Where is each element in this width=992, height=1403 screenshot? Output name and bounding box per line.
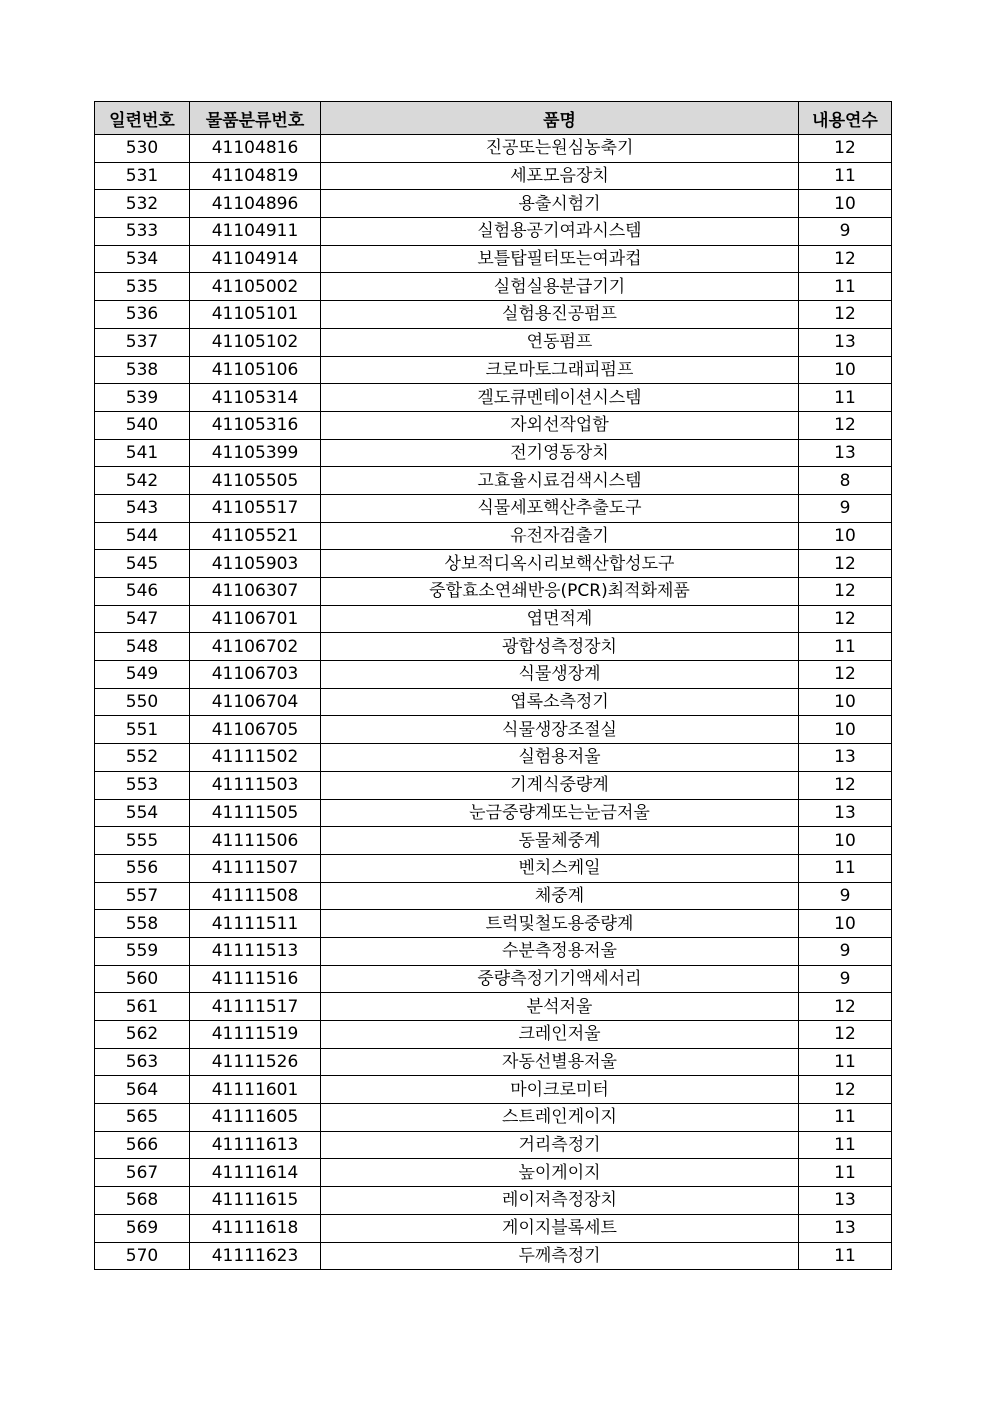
serial-number-cell: 532 [95, 190, 190, 218]
serial-number-cell: 536 [95, 301, 190, 329]
table-row [95, 218, 892, 246]
classification-number-cell: 41104896 [190, 190, 321, 218]
classification-number-cell: 41104819 [190, 162, 321, 190]
table-row [95, 1187, 892, 1215]
table-row [95, 1242, 892, 1270]
item-name-cell: 중합효소연쇄반응(PCR)최적화제품 [321, 578, 799, 606]
serial-number-cell: 556 [95, 854, 190, 882]
serial-number-cell: 555 [95, 827, 190, 855]
table-row [95, 162, 892, 190]
item-name-cell: 광합성측정장치 [321, 633, 799, 661]
useful-life-cell: 9 [799, 882, 892, 910]
table-row [95, 688, 892, 716]
header-useful-life: 내용연수 [799, 102, 892, 135]
table-row [95, 1104, 892, 1132]
classification-number-cell: 41105517 [190, 494, 321, 522]
classification-number-cell: 41111618 [190, 1214, 321, 1242]
table-row [95, 1131, 892, 1159]
useful-life-cell: 10 [799, 910, 892, 938]
item-name-cell: 스트레인게이지 [321, 1104, 799, 1132]
table-body [95, 135, 892, 1270]
classification-number-cell: 41106701 [190, 605, 321, 633]
useful-life-cell: 13 [799, 799, 892, 827]
serial-number-cell: 562 [95, 1021, 190, 1049]
classification-number-cell: 41111613 [190, 1131, 321, 1159]
table-row [95, 937, 892, 965]
item-name-cell: 상보적디옥시리보핵산합성도구 [321, 550, 799, 578]
serial-number-cell: 546 [95, 578, 190, 606]
header-row [95, 102, 892, 135]
table-row [95, 356, 892, 384]
serial-number-cell: 534 [95, 245, 190, 273]
useful-life-cell: 12 [799, 771, 892, 799]
table-row [95, 910, 892, 938]
table-row [95, 854, 892, 882]
classification-number-cell: 41105106 [190, 356, 321, 384]
useful-life-cell: 10 [799, 190, 892, 218]
serial-number-cell: 539 [95, 384, 190, 412]
item-name-cell: 연동펌프 [321, 328, 799, 356]
serial-number-cell: 561 [95, 993, 190, 1021]
item-name-cell: 눈금중량계또는눈금저울 [321, 799, 799, 827]
serial-number-cell: 545 [95, 550, 190, 578]
table-row [95, 522, 892, 550]
item-name-cell: 자외선작업함 [321, 411, 799, 439]
classification-number-cell: 41111623 [190, 1242, 321, 1270]
useful-life-cell: 12 [799, 1076, 892, 1104]
table-row [95, 633, 892, 661]
useful-life-cell: 10 [799, 688, 892, 716]
classification-number-cell: 41105102 [190, 328, 321, 356]
item-name-cell: 고효율시료검색시스템 [321, 467, 799, 495]
table-row [95, 190, 892, 218]
item-name-cell: 기계식중량계 [321, 771, 799, 799]
serial-number-cell: 568 [95, 1187, 190, 1215]
serial-number-cell: 559 [95, 937, 190, 965]
table-row [95, 1159, 892, 1187]
classification-number-cell: 41106702 [190, 633, 321, 661]
classification-number-cell: 41111503 [190, 771, 321, 799]
classification-number-cell: 41111506 [190, 827, 321, 855]
table-row [95, 301, 892, 329]
useful-life-cell: 11 [799, 1159, 892, 1187]
item-name-cell: 겔도큐멘테이션시스템 [321, 384, 799, 412]
table-row [95, 245, 892, 273]
item-name-cell: 실험실용분급기기 [321, 273, 799, 301]
useful-life-cell: 12 [799, 578, 892, 606]
table-row [95, 467, 892, 495]
header-serial-number: 일련번호 [95, 102, 190, 135]
table-row [95, 993, 892, 1021]
serial-number-cell: 560 [95, 965, 190, 993]
serial-number-cell: 537 [95, 328, 190, 356]
serial-number-cell: 558 [95, 910, 190, 938]
table-row [95, 1048, 892, 1076]
table-row [95, 882, 892, 910]
serial-number-cell: 531 [95, 162, 190, 190]
useful-life-cell: 9 [799, 494, 892, 522]
classification-number-cell: 41111605 [190, 1104, 321, 1132]
classification-number-cell: 41106703 [190, 661, 321, 689]
serial-number-cell: 567 [95, 1159, 190, 1187]
item-name-cell: 실험용진공펌프 [321, 301, 799, 329]
item-name-cell: 마이크로미터 [321, 1076, 799, 1104]
table-header [95, 102, 892, 135]
serial-number-cell: 557 [95, 882, 190, 910]
classification-number-cell: 41111511 [190, 910, 321, 938]
table-row [95, 965, 892, 993]
table-row [95, 799, 892, 827]
useful-life-cell: 12 [799, 1021, 892, 1049]
item-name-cell: 엽록소측정기 [321, 688, 799, 716]
table-row [95, 716, 892, 744]
serial-number-cell: 530 [95, 135, 190, 163]
classification-number-cell: 41104914 [190, 245, 321, 273]
table-row [95, 328, 892, 356]
serial-number-cell: 540 [95, 411, 190, 439]
classification-number-cell: 41105316 [190, 411, 321, 439]
classification-number-cell: 41111502 [190, 744, 321, 772]
item-name-cell: 벤치스케일 [321, 854, 799, 882]
table-row [95, 771, 892, 799]
classification-number-cell: 41111513 [190, 937, 321, 965]
table-row [95, 578, 892, 606]
table-row [95, 827, 892, 855]
item-name-cell: 크로마토그래피펌프 [321, 356, 799, 384]
item-name-cell: 트럭및철도용중량계 [321, 910, 799, 938]
useful-life-cell: 12 [799, 661, 892, 689]
serial-number-cell: 533 [95, 218, 190, 246]
useful-life-cell: 11 [799, 1104, 892, 1132]
useful-life-cell: 10 [799, 716, 892, 744]
classification-number-cell: 41104911 [190, 218, 321, 246]
item-name-cell: 거리측정기 [321, 1131, 799, 1159]
classification-number-cell: 41105903 [190, 550, 321, 578]
classification-number-cell: 41105399 [190, 439, 321, 467]
serial-number-cell: 542 [95, 467, 190, 495]
item-name-cell: 식물세포핵산추출도구 [321, 494, 799, 522]
table-row [95, 384, 892, 412]
useful-life-cell: 10 [799, 522, 892, 550]
table-row [95, 411, 892, 439]
item-name-cell: 분석저울 [321, 993, 799, 1021]
useful-life-cell: 13 [799, 1187, 892, 1215]
item-name-cell: 두께측정기 [321, 1242, 799, 1270]
table-row [95, 273, 892, 301]
classification-number-cell: 41111508 [190, 882, 321, 910]
table-row [95, 1214, 892, 1242]
serial-number-cell: 569 [95, 1214, 190, 1242]
header-item-name: 품명 [321, 102, 799, 135]
serial-number-cell: 550 [95, 688, 190, 716]
table-row [95, 744, 892, 772]
serial-number-cell: 538 [95, 356, 190, 384]
table-row [95, 605, 892, 633]
classification-number-cell: 41111615 [190, 1187, 321, 1215]
useful-life-cell: 13 [799, 1214, 892, 1242]
classification-number-cell: 41111614 [190, 1159, 321, 1187]
classification-number-cell: 41111507 [190, 854, 321, 882]
useful-life-cell: 12 [799, 550, 892, 578]
item-name-cell: 동물체중계 [321, 827, 799, 855]
serial-number-cell: 566 [95, 1131, 190, 1159]
useful-life-cell: 10 [799, 356, 892, 384]
useful-life-cell: 11 [799, 1242, 892, 1270]
useful-life-cell: 13 [799, 439, 892, 467]
serial-number-cell: 543 [95, 494, 190, 522]
serial-number-cell: 563 [95, 1048, 190, 1076]
useful-life-cell: 11 [799, 1131, 892, 1159]
serial-number-cell: 554 [95, 799, 190, 827]
item-name-cell: 보틀탑필터또는여과컵 [321, 245, 799, 273]
useful-life-cell: 13 [799, 744, 892, 772]
document-page [94, 101, 891, 1270]
classification-number-cell: 41105521 [190, 522, 321, 550]
item-name-cell: 진공또는원심농축기 [321, 135, 799, 163]
serial-number-cell: 553 [95, 771, 190, 799]
classification-number-cell: 41111601 [190, 1076, 321, 1104]
classification-number-cell: 41111516 [190, 965, 321, 993]
classification-number-cell: 41106704 [190, 688, 321, 716]
serial-number-cell: 552 [95, 744, 190, 772]
serial-number-cell: 564 [95, 1076, 190, 1104]
classification-number-cell: 41105101 [190, 301, 321, 329]
serial-number-cell: 551 [95, 716, 190, 744]
item-name-cell: 중량측정기기액세서리 [321, 965, 799, 993]
classification-number-cell: 41111517 [190, 993, 321, 1021]
classification-number-cell: 41106307 [190, 578, 321, 606]
item-name-cell: 크레인저울 [321, 1021, 799, 1049]
useful-life-cell: 12 [799, 301, 892, 329]
item-name-cell: 유전자검출기 [321, 522, 799, 550]
useful-life-cell: 9 [799, 218, 892, 246]
item-name-cell: 체중계 [321, 882, 799, 910]
classification-number-cell: 41104816 [190, 135, 321, 163]
table-row [95, 494, 892, 522]
useful-life-cell: 12 [799, 245, 892, 273]
serial-number-cell: 544 [95, 522, 190, 550]
serial-number-cell: 570 [95, 1242, 190, 1270]
useful-life-cell: 12 [799, 411, 892, 439]
useful-life-cell: 11 [799, 633, 892, 661]
serial-number-cell: 565 [95, 1104, 190, 1132]
classification-number-cell: 41105314 [190, 384, 321, 412]
table-row [95, 1021, 892, 1049]
useful-life-cell: 10 [799, 827, 892, 855]
useful-life-cell: 11 [799, 854, 892, 882]
item-name-cell: 식물생장계 [321, 661, 799, 689]
classification-number-cell: 41111519 [190, 1021, 321, 1049]
item-name-cell: 실험용저울 [321, 744, 799, 772]
useful-life-cell: 12 [799, 993, 892, 1021]
classification-number-cell: 41105505 [190, 467, 321, 495]
item-name-cell: 자동선별용저울 [321, 1048, 799, 1076]
item-name-cell: 용출시험기 [321, 190, 799, 218]
item-name-cell: 높이게이지 [321, 1159, 799, 1187]
item-name-cell: 엽면적계 [321, 605, 799, 633]
classification-number-cell: 41105002 [190, 273, 321, 301]
header-classification-number: 물품분류번호 [190, 102, 321, 135]
classification-number-cell: 41106705 [190, 716, 321, 744]
table-row [95, 1076, 892, 1104]
item-name-cell: 게이지블록세트 [321, 1214, 799, 1242]
table-row [95, 439, 892, 467]
serial-number-cell: 535 [95, 273, 190, 301]
useful-life-cell: 11 [799, 162, 892, 190]
item-name-cell: 전기영동장치 [321, 439, 799, 467]
useful-life-cell: 13 [799, 328, 892, 356]
useful-life-cell: 12 [799, 135, 892, 163]
serial-number-cell: 549 [95, 661, 190, 689]
table-row [95, 135, 892, 163]
classification-number-cell: 41111505 [190, 799, 321, 827]
serial-number-cell: 548 [95, 633, 190, 661]
item-name-cell: 세포모음장치 [321, 162, 799, 190]
item-name-cell: 레이저측정장치 [321, 1187, 799, 1215]
useful-life-cell: 9 [799, 937, 892, 965]
useful-life-cell: 11 [799, 1048, 892, 1076]
item-name-cell: 수분측정용저울 [321, 937, 799, 965]
useful-life-cell: 11 [799, 273, 892, 301]
table-row [95, 661, 892, 689]
useful-life-cell: 12 [799, 605, 892, 633]
item-table [94, 101, 892, 1270]
useful-life-cell: 8 [799, 467, 892, 495]
classification-number-cell: 41111526 [190, 1048, 321, 1076]
useful-life-cell: 9 [799, 965, 892, 993]
item-name-cell: 식물생장조절실 [321, 716, 799, 744]
item-name-cell: 실험용공기여과시스템 [321, 218, 799, 246]
useful-life-cell: 11 [799, 384, 892, 412]
table-row [95, 550, 892, 578]
serial-number-cell: 547 [95, 605, 190, 633]
serial-number-cell: 541 [95, 439, 190, 467]
